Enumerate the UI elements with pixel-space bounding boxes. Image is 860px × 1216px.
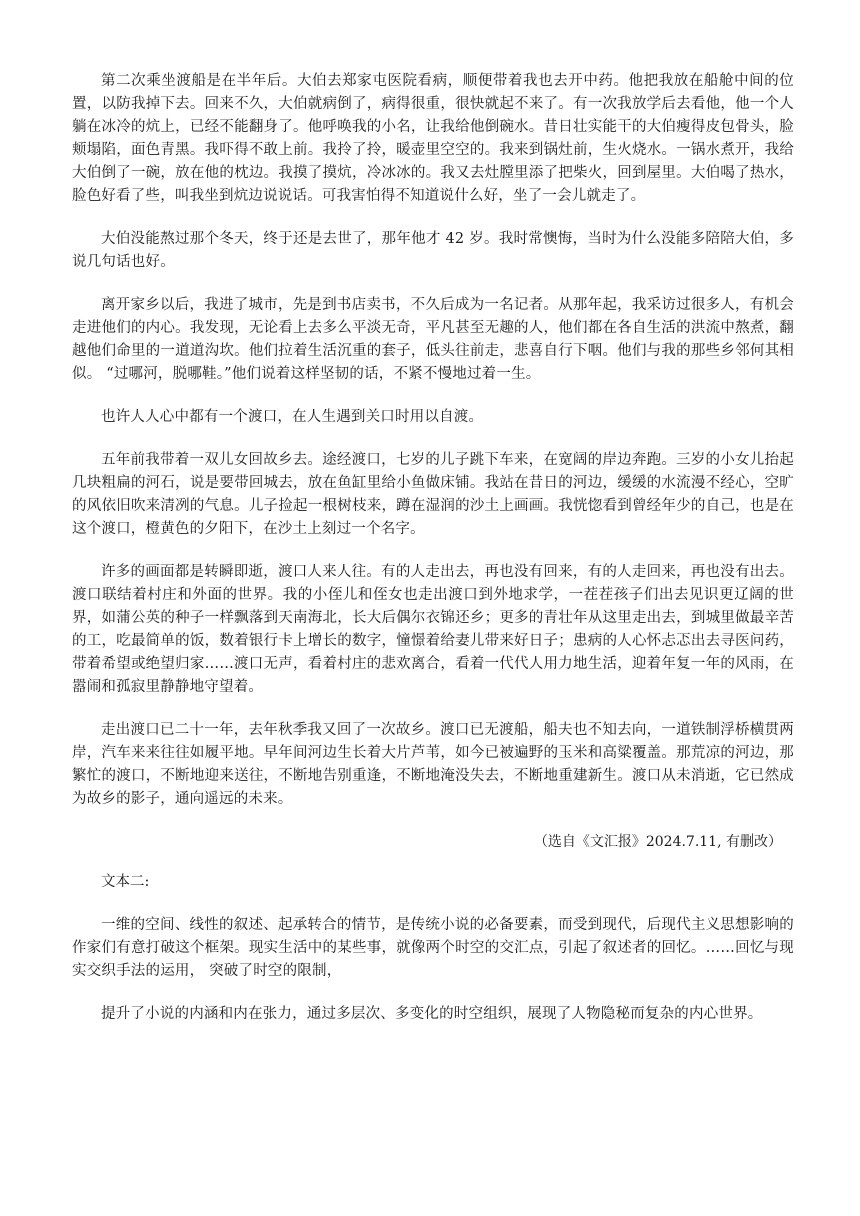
text1-paragraph-6: 许多的画面都是转瞬即逝，渡口人来人往。有的人走出去，再也没有回来，有的人走回来，再也没有出去。渡口联结着村庄和外面的世界。我的小侄儿和侄女也走出渡口到外地求学，一茬茬孩子们出去见识更辽阔的世界，如蒲公英的种子一样飘落到天南海北，长大后偶尔衣锦还乡；更多的青壮年从这里走出去，到城里做最辛苦的工，吃最简单的饭，数着银行卡上增长的数字，憧憬着给妻儿带来好日子；患病的人心怀忐忑出去寻医问药，带着希望或绝望归家……渡口无声，看着村庄的悲欢离合，看着一代代人用力地生活，迎着年复一年的风雨，在嚣闹和孤寂里静静地守望着。 <box>72 564 794 695</box>
text1-paragraph-1: 第二次乘坐渡船是在半年后。大伯去郑家屯医院看病，顺便带着我也去开中药。他把我放在船舱中间的位置，以防我掉下去。回来不久，大伯就病倒了，病得很重，很快就起不来了。有一次我放学后去看他，他一个人躺在冰冷的炕上，已经不能翻身了。他呼唤我的小名，让我给他倒碗水。昔日壮实能干的大伯瘦得皮包骨头，脸颊塌陷，面色青黑。我吓得不敢上前。我拎了拎，暖壶里空空的。我来到锅灶前，生火烧水。一锅水煮开，我给大伯倒了一碗，放在他的枕边。我摸了摸炕，冷冰冰的。我又去灶膛里添了把柴火，回到屋里。大伯喝了热水，脸色好看了些，叫我坐到炕边说说话。可我害怕得不知道说什么好，坐了一会儿就走了。 <box>72 73 794 204</box>
document-page <box>72 70 794 1046</box>
source-citation: （选自《文汇报》2024.7.11, 有删改） <box>533 834 782 850</box>
text2-paragraph-2: 提升了小说的内涵和内在张力，通过多层次、多变化的时空组织，展现了人物隐秘而复杂的内心世界。 <box>101 1006 763 1022</box>
text2-label: 文本二: <box>101 874 150 890</box>
text1-paragraph-3: 离开家乡以后，我进了城市，先是到书店卖书，不久后成为一名记者。从那年起，我采访过很多人，有机会走进他们的内心。我发现，无论看上去多么平淡无奇，平凡甚至无趣的人，他们都在各自生活的洪流中熬煮，翻越他们命里的一道道沟坎。他们拉着生活沉重的套子，低头往前走，悲喜自行下咽。他们与我的那些乡邻何其相似。 “过哪河，脱哪鞋。”他们说着这样坚韧的话，不紧不慢地过着一生。 <box>72 297 794 382</box>
text1-paragraph-2: 大伯没能熬过那个冬天，终于还是去世了，那年他才 42 岁。我时常懊悔，当时为什么没能多陪陪大伯，多说几句话也好。 <box>72 231 794 270</box>
text2-paragraph-1: 一维的空间、线性的叙述、起承转合的情节，是传统小说的必备要素，而受到现代，后现代主义思想影响的作家们有意打破这个框架。现实生活中的某些事，就像两个时空的交汇点，引起了叙述者的回忆。……回忆与现实交织手法的运用， 突破了时空的限制， <box>72 917 794 979</box>
text1-paragraph-5: 五年前我带着一双儿女回故乡去。途经渡口，七岁的儿子跳下车来，在宽阔的岸边奔跑。三岁的小女儿抬起几块粗扁的河石，说是要带回城去，放在鱼缸里给小鱼做床铺。我站在昔日的河边，缓缓的水流漫不经心，空旷的风依旧吹来清冽的气息。儿子捡起一根树枝来，蹲在湿润的沙土上画画。我恍惚看到曾经年少的自己，也是在这个渡口，橙黄色的夕阳下，在沙土上刻过一个名字。 <box>72 452 794 537</box>
text1-paragraph-7: 走出渡口已二十一年，去年秋季我又回了一次故乡。渡口已无渡船，船夫也不知去向，一道铁制浮桥横贯两岸，汽车来来往往如履平地。早年间河边生长着大片芦苇，如今已被遍野的玉米和高粱覆盖。那荒凉的河边，那繁忙的渡口，不断地迎来送往，不断地告别重逢，不断地淹没失去，不断地重建新生。渡口从未消逝，它已然成为故乡的影子，通向遥远的未来。 <box>72 722 794 807</box>
text1-paragraph-4: 也许人人心中都有一个渡口，在人生遇到关口时用以自渡。 <box>101 409 484 425</box>
